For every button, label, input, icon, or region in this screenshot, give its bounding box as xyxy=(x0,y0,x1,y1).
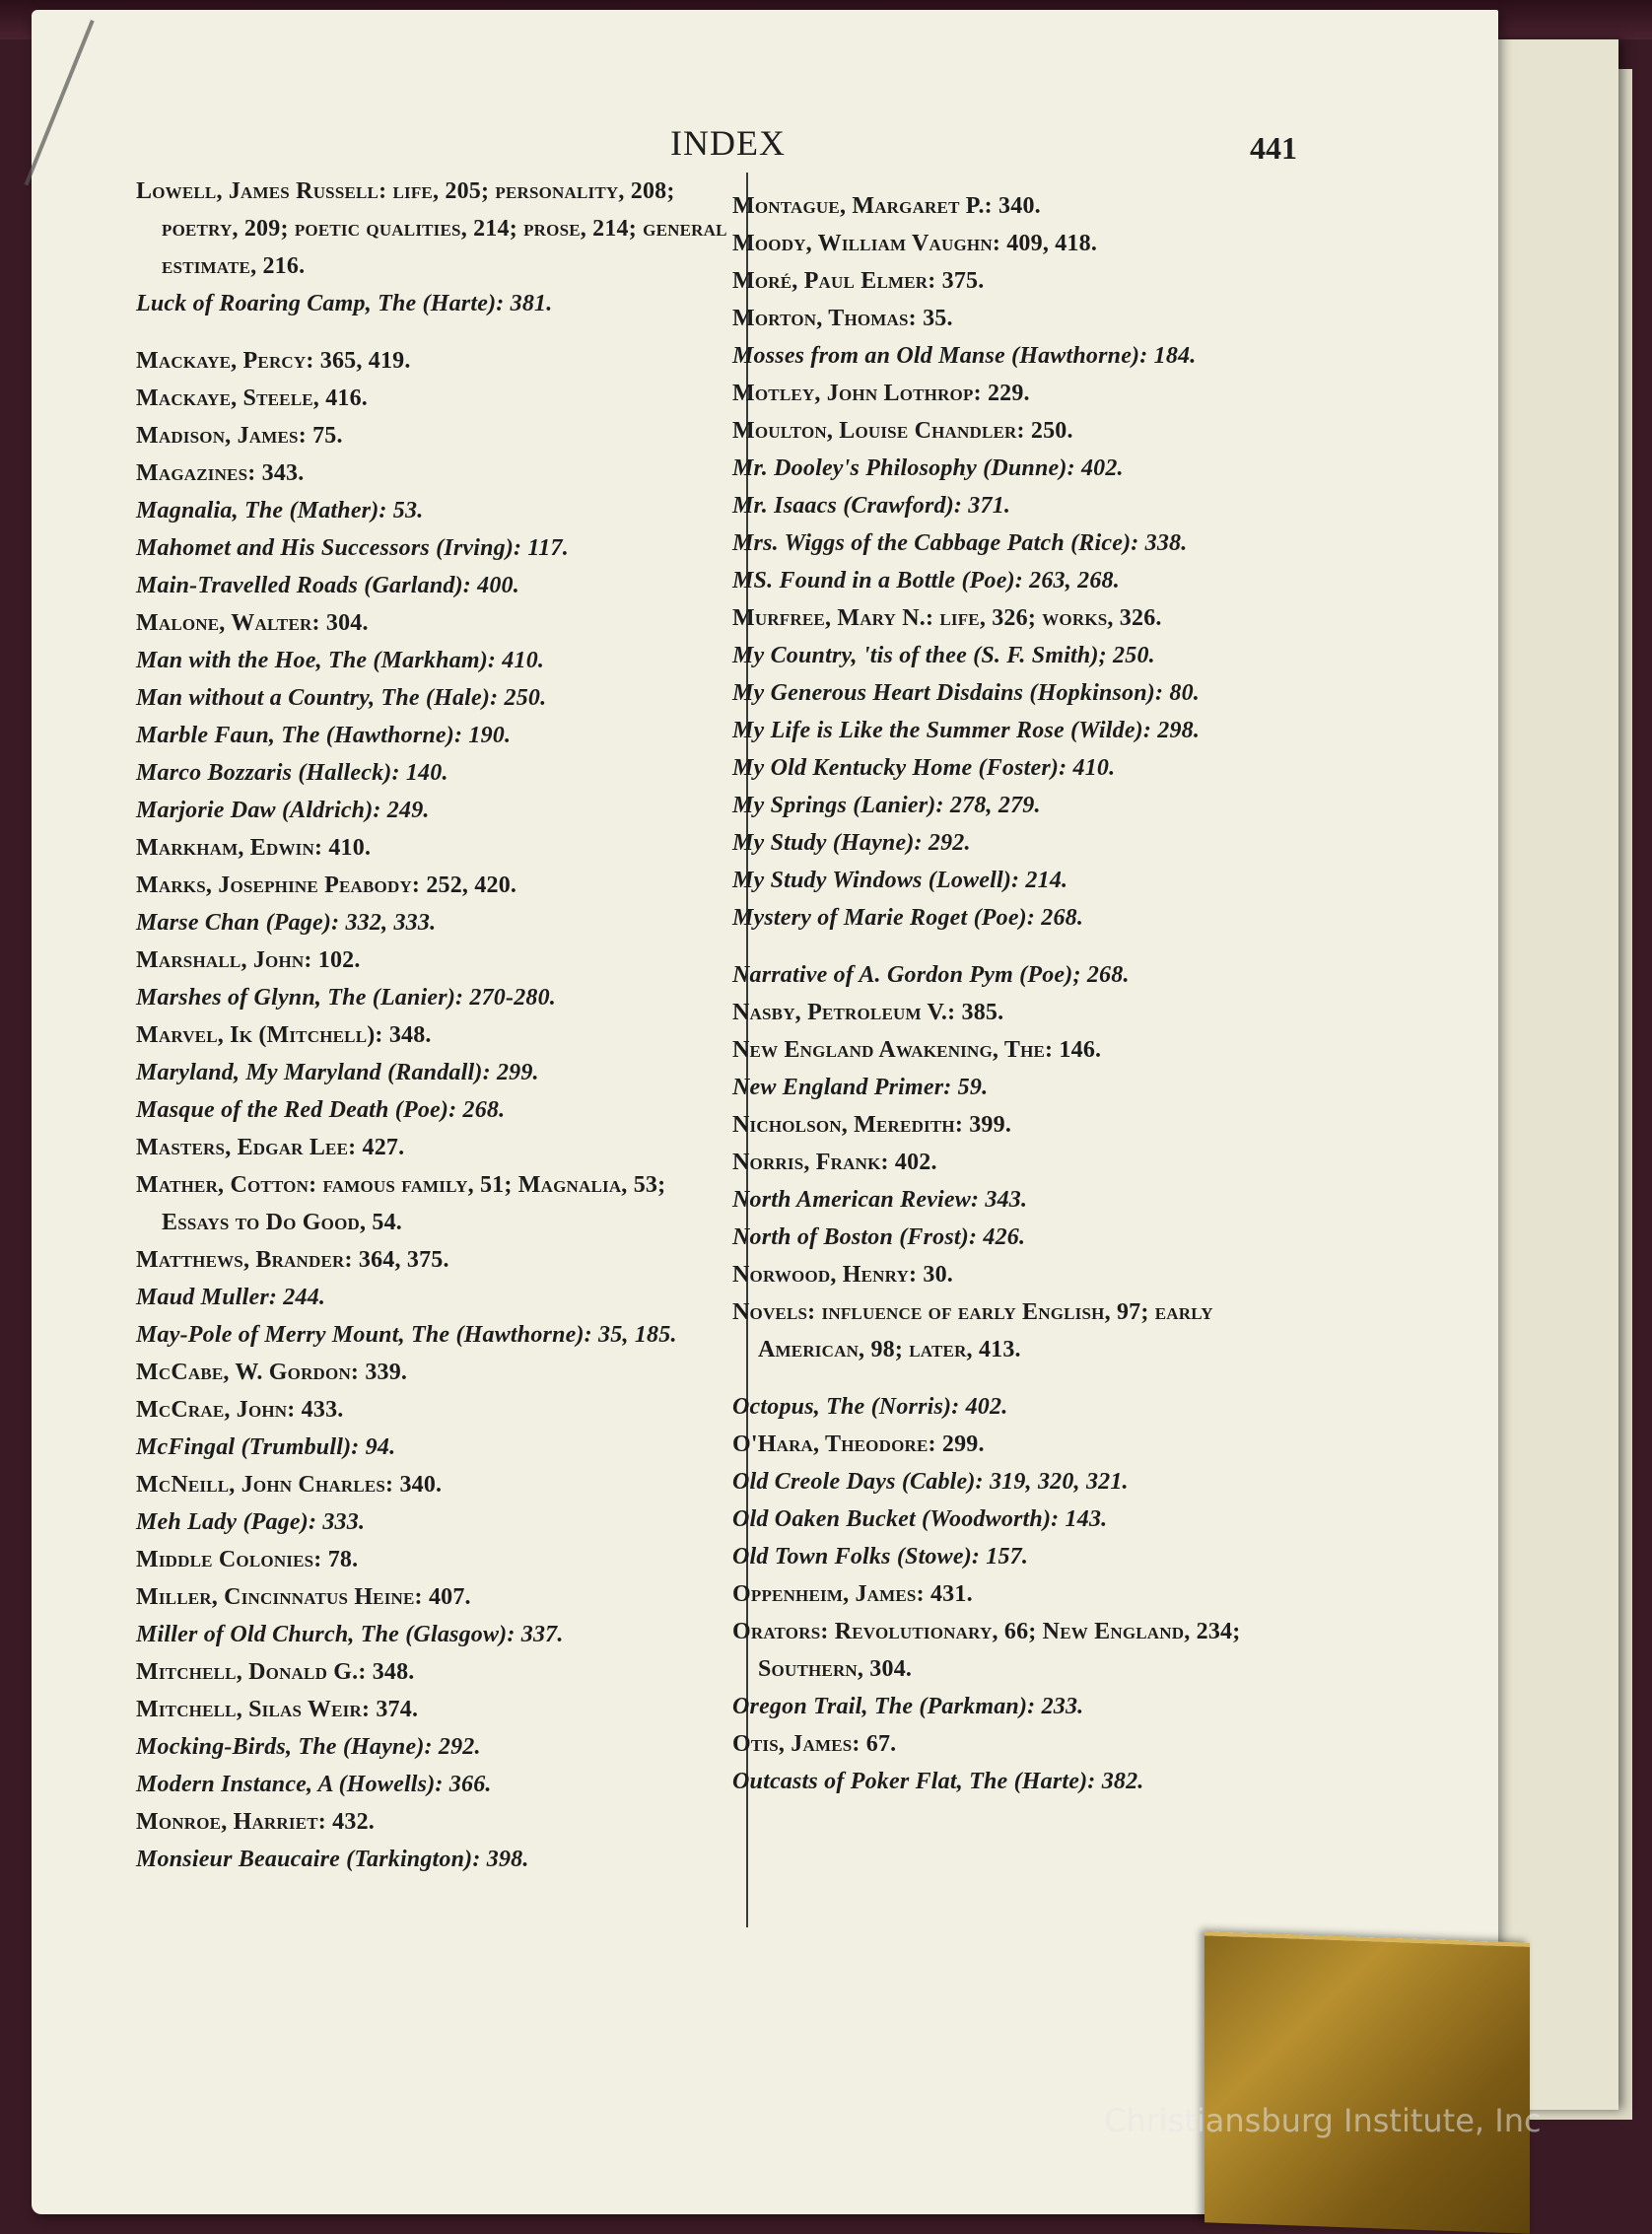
page-title: INDEX xyxy=(670,123,786,163)
index-entry: North American Review: 343. xyxy=(732,1187,1028,1213)
index-entry: McFingal (Trumbull): 94. xyxy=(136,1434,396,1460)
index-entry: Norris, Frank: 402. xyxy=(732,1150,937,1175)
index-entry: Mitchell, Silas Weir: 374. xyxy=(136,1697,419,1722)
index-entry: Modern Instance, A (Howells): 366. xyxy=(136,1772,492,1797)
index-entry: Miller of Old Church, The (Glasgow): 337. xyxy=(136,1622,564,1647)
index-entry: Outcasts of Poker Flat, The (Harte): 382. xyxy=(732,1769,1144,1794)
index-entry: Mocking-Birds, The (Hayne): 292. xyxy=(136,1734,481,1760)
index-entry: Marco Bozzaris (Halleck): 140. xyxy=(136,760,448,786)
index-entry: Mr. Dooley's Philosophy (Dunne): 402. xyxy=(732,455,1124,481)
index-entry: Motley, John Lothrop: 229. xyxy=(732,381,1030,406)
index-entry: Old Town Folks (Stowe): 157. xyxy=(732,1544,1029,1570)
index-entry: Man with the Hoe, The (Markham): 410. xyxy=(136,648,545,673)
index-entry: Norwood, Henry: 30. xyxy=(732,1262,953,1288)
index-entry: Mr. Isaacs (Crawford): 371. xyxy=(732,493,1011,519)
index-entry: Narrative of A. Gordon Pym (Poe); 268. xyxy=(732,962,1130,988)
index-entry: Old Creole Days (Cable): 319, 320, 321. xyxy=(732,1469,1129,1495)
index-entry: Oppenheim, James: 431. xyxy=(732,1581,973,1607)
index-entry: Marks, Josephine Peabody: 252, 420. xyxy=(136,873,517,898)
index-entry: My Country, 'tis of thee (S. F. Smith); 250. xyxy=(732,643,1155,668)
index-entry: Masters, Edgar Lee: 427. xyxy=(136,1135,405,1160)
index-entry: My Study Windows (Lowell): 214. xyxy=(732,868,1068,893)
index-entry: Oregon Trail, The (Parkman): 233. xyxy=(732,1694,1084,1719)
index-entry: Moody, William Vaughn: 409, 418. xyxy=(732,231,1098,256)
index-entry: Masque of the Red Death (Poe): 268. xyxy=(136,1097,506,1123)
index-entry: McCrae, John: 433. xyxy=(136,1397,344,1423)
index-entry: My Old Kentucky Home (Foster): 410. xyxy=(732,755,1116,781)
index-entry: Nicholson, Meredith: 399. xyxy=(732,1112,1012,1138)
watermark-text: Christiansburg Institute, Inc xyxy=(1104,2102,1542,2139)
index-entry: Old Oaken Bucket (Woodworth): 143. xyxy=(732,1506,1108,1532)
index-entry: North of Boston (Frost): 426. xyxy=(732,1224,1026,1250)
index-entry: Marjorie Daw (Aldrich): 249. xyxy=(136,798,430,823)
index-entry: Lowell, James Russell: life, 205; personality, 208; poetry, 209; poetic qualities, 214; prose, 214; general estimate, 216. xyxy=(136,178,727,279)
index-entry: Maryland, My Maryland (Randall): 299. xyxy=(136,1060,539,1085)
index-entry: Maud Muller: 244. xyxy=(136,1285,326,1310)
index-entry: Mahomet and His Successors (Irving): 117. xyxy=(136,535,569,561)
index-entry: May-Pole of Merry Mount, The (Hawthorne): 35, 185. xyxy=(136,1322,677,1348)
gold-bookend xyxy=(1205,1931,1530,2234)
index-entry: My Generous Heart Disdains (Hopkinson): 80. xyxy=(732,680,1200,706)
index-entry: Luck of Roaring Camp, The (Harte): 381. xyxy=(136,291,553,316)
index-entry: Moulton, Louise Chandler: 250. xyxy=(732,418,1073,444)
index-entry: Magnalia, The (Mather): 53. xyxy=(136,498,424,524)
index-entry: Octopus, The (Norris): 402. xyxy=(732,1394,1008,1420)
index-column-right xyxy=(732,187,1316,1800)
index-entry: Marshall, John: 102. xyxy=(136,947,361,973)
index-entry: Nasby, Petroleum V.: 385. xyxy=(732,1000,1004,1025)
index-entry: Marse Chan (Page): 332, 333. xyxy=(136,910,437,936)
index-entry: O'Hara, Theodore: 299. xyxy=(732,1431,985,1457)
index-entry: Meh Lady (Page): 333. xyxy=(136,1509,366,1535)
index-entry: Otis, James: 67. xyxy=(732,1731,897,1757)
index-entry: Marble Faun, The (Hawthorne): 190. xyxy=(136,723,512,748)
index-entry: Mrs. Wiggs of the Cabbage Patch (Rice): 338. xyxy=(732,530,1188,556)
index-entry: Novels: influence of early English, 97; early American, 98; later, 413. xyxy=(732,1299,1213,1362)
index-entry: Matthews, Brander: 364, 375. xyxy=(136,1247,449,1273)
index-entry: Mosses from an Old Manse (Hawthorne): 184. xyxy=(732,343,1197,369)
index-entry: McCabe, W. Gordon: 339. xyxy=(136,1360,408,1385)
index-entry: Mackaye, Steele, 416. xyxy=(136,385,369,411)
index-entry: My Life is Like the Summer Rose (Wilde): 298. xyxy=(732,718,1201,743)
index-entry: McNeill, John Charles: 340. xyxy=(136,1472,443,1498)
index-entry: New England Primer: 59. xyxy=(732,1075,989,1100)
index-entry: Monsieur Beaucaire (Tarkington): 398. xyxy=(136,1847,529,1872)
index-entry: Moré, Paul Elmer: 375. xyxy=(732,268,985,294)
index-entry: Monroe, Harriet: 432. xyxy=(136,1809,375,1835)
index-entry: Mitchell, Donald G.: 348. xyxy=(136,1659,415,1685)
index-entry: Marshes of Glynn, The (Lanier): 270-280. xyxy=(136,985,556,1011)
index-entry: Malone, Walter: 304. xyxy=(136,610,369,636)
index-entry: Murfree, Mary N.: life, 326; works, 326. xyxy=(732,605,1162,631)
index-entry: Montague, Margaret P.: 340. xyxy=(732,193,1041,219)
index-entry: Marvel, Ik (Mitchell): 348. xyxy=(136,1022,432,1048)
index-entry: Man without a Country, The (Hale): 250. xyxy=(136,685,547,711)
index-entry: Mystery of Marie Roget (Poe): 268. xyxy=(732,905,1084,931)
page-number: 441 xyxy=(1250,130,1297,166)
index-entry: New England Awakening, The: 146. xyxy=(732,1037,1102,1063)
index-entry: Morton, Thomas: 35. xyxy=(732,306,953,331)
index-entry: My Springs (Lanier): 278, 279. xyxy=(732,793,1041,818)
index-entry: Mackaye, Percy: 365, 419. xyxy=(136,348,411,374)
index-entry: Markham, Edwin: 410. xyxy=(136,835,372,861)
index-entry: Orators: Revolutionary, 66; New England, 234; Southern, 304. xyxy=(732,1619,1241,1682)
index-column-left xyxy=(136,173,727,1878)
index-entry: Mather, Cotton: famous family, 51; Magnalia, 53; Essays to Do Good, 54. xyxy=(136,1172,666,1235)
index-entry: Middle Colonies: 78. xyxy=(136,1547,359,1572)
index-entry: My Study (Hayne): 292. xyxy=(732,830,971,856)
index-entry: Main-Travelled Roads (Garland): 400. xyxy=(136,573,519,598)
index-entry: Madison, James: 75. xyxy=(136,423,343,449)
index-entry: MS. Found in a Bottle (Poe): 263, 268. xyxy=(732,568,1120,593)
index-entry: Magazines: 343. xyxy=(136,460,305,486)
index-entry: Miller, Cincinnatus Heine: 407. xyxy=(136,1584,471,1610)
